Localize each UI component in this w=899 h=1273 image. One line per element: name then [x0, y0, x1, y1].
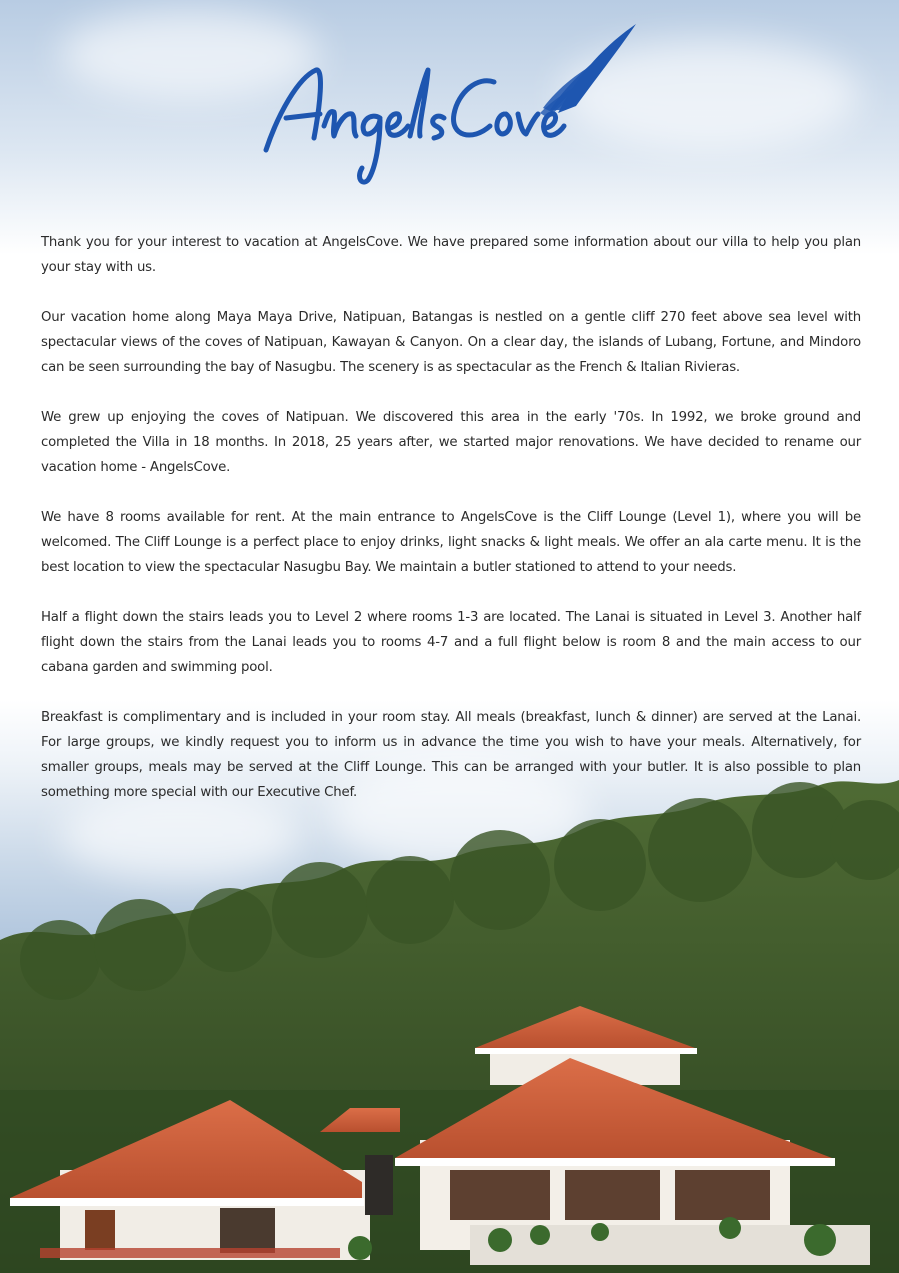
- paragraph-levels: Half a flight down the stairs leads you to Level 2 where rooms 1-3 are located. The Lanai is situated in Level 3. Another half flight down the stairs from the Lanai leads you to rooms 4-7 and a full flight below is room 8 and the main access to our cabana garden and swimming pool.: [41, 610, 861, 675]
- paragraph-location: Our vacation home along Maya Maya Drive, Natipuan, Batangas is nestled on a gentle cliff 270 feet above sea level with spectacular views of the coves of Natipuan, Kawayan & Canyon. On a clear day, the islands of Lubang, Fortune, and Mindoro can be seen surrounding the bay of Nasugbu. The scenery is as spectacular as the French & Italian Rivieras.: [41, 310, 861, 375]
- intro-text: [41, 230, 861, 830]
- paragraph-welcome: Thank you for your interest to vacation at AngelsCove. We have prepared some information about our villa to help you plan your stay with us.: [41, 235, 861, 275]
- paragraph-rooms: We have 8 rooms available for rent. At the main entrance to AngelsCove is the Cliff Lounge (Level 1), where you will be welcomed. The Cliff Lounge is a perfect place to enjoy drinks, light snacks & light meals. We offer an ala carte menu. It is the best location to view the spectacular Nasugbu Bay. We maintain a butler stationed to attend to your needs.: [41, 510, 861, 575]
- paragraph-meals: Breakfast is complimentary and is included in your room stay. All meals (breakfast, lunch & dinner) are served at the Lanai. For large groups, we kindly request you to inform us in advance the time you wish to have your meals. Alternatively, for smaller groups, meals may be served at the Cliff Lounge. This can be arranged with your butler. It is also possible to plan something more special with our Executive Chef.: [41, 710, 861, 800]
- villa-photo: [0, 770, 899, 1273]
- paragraph-history: We grew up enjoying the coves of Natipuan. We discovered this area in the early '70s. In 1992, we broke ground and completed the Villa in 18 months. In 2018, 25 years after, we started major renovations. We have decided to rename our vacation home - AngelsCove.: [41, 410, 861, 475]
- angelscove-logo: [258, 18, 648, 188]
- wing-icon: [540, 24, 636, 118]
- logo-script: [266, 70, 564, 182]
